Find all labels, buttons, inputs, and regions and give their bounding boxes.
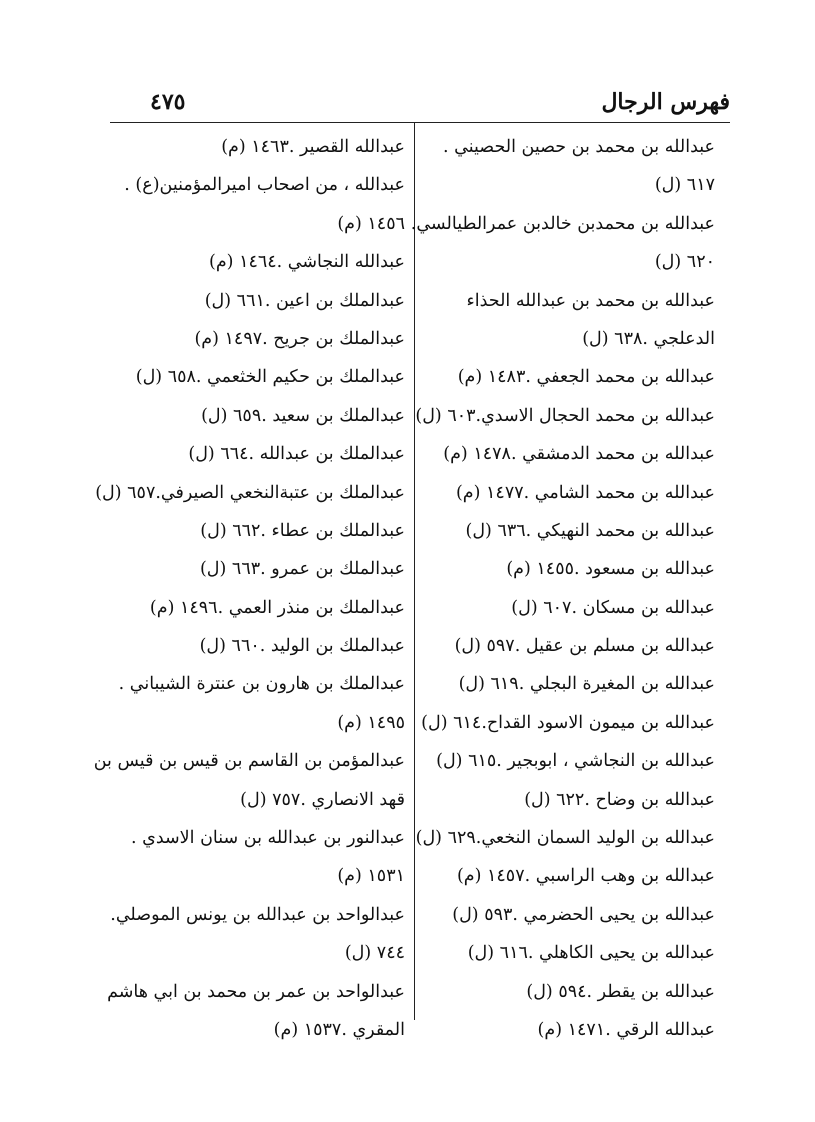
index-entry-line: ١٤٥٦ (م) bbox=[337, 213, 405, 234]
index-entry-line: الدعلجي .٦٣٨ (ل) bbox=[582, 328, 715, 349]
index-entry-line: عبدالملك بن حكيم الخثعمي .٦٥٨ (ل) bbox=[135, 367, 405, 388]
index-entry-line: عبدالله بن مسلم بن عقيل .٥٩٧ (ل) bbox=[454, 636, 715, 657]
index-entry-line: ٦١٧ (ل) bbox=[654, 175, 715, 196]
index-entry-line: ١٥٣١ (م) bbox=[337, 866, 405, 887]
index-entry-line: عبدالله بن مسعود .١٤٥٥ (م) bbox=[506, 559, 715, 580]
index-entry-line: عبدالله ، من اصحاب اميرالمؤمنين(ع) . bbox=[124, 175, 405, 196]
index-entry-line: عبدالملك بن جريح .١٤٩٧ (م) bbox=[194, 328, 405, 349]
index-entry-line: عبدالملك بن عتبةالنخعي الصيرفي.٦٥٧ (ل) bbox=[95, 482, 405, 503]
index-column-right bbox=[410, 128, 715, 1049]
index-entry-line: عبدالله بن الوليد السمان النخعي.٦٢٩ (ل) bbox=[415, 828, 715, 849]
index-entry-line: عبدالنور بن عبدالله بن سنان الاسدي . bbox=[131, 828, 405, 849]
index-entry-line: عبدالله بن محمدبن خالدبن عمرالطيالسي. bbox=[410, 213, 715, 234]
index-column-left bbox=[93, 128, 405, 1049]
index-entry-line: عبدالله بن وضاح .٦٢٢ (ل) bbox=[524, 789, 715, 810]
index-entry-line: عبدالملك بن الوليد .٦٦٠ (ل) bbox=[199, 636, 405, 657]
index-entry-line: عبدالملك بن عمرو .٦٦٣ (ل) bbox=[199, 559, 405, 580]
index-entry-line: عبدالملك بن اعين .٦٦١ (ل) bbox=[204, 290, 405, 311]
index-entry-line: عبدالله النجاشي .١٤٦٤ (م) bbox=[209, 252, 405, 273]
index-entry-line: عبدالله بن محمد الحجال الاسدي.٦٠٣ (ل) bbox=[415, 405, 715, 426]
index-entry-line: عبدالله بن المغيرة البجلي .٦١٩ (ل) bbox=[458, 674, 715, 695]
index-entry-line: عبدالله بن ميمون الاسود القداح.٦١٤ (ل) bbox=[421, 712, 715, 733]
index-entry-line: عبدالله بن النجاشي ، ابوبجير .٦١٥ (ل) bbox=[436, 751, 715, 772]
index-entry-line: ١٤٩٥ (م) bbox=[337, 712, 405, 733]
index-entry-line: عبدالله بن محمد الشامي .١٤٧٧ (م) bbox=[455, 482, 715, 503]
index-entry-line: عبدالله بن محمد الجعفي .١٤٨٣ (م) bbox=[457, 367, 715, 388]
index-entry-line: عبدالله الرقي .١٤٧١ (م) bbox=[537, 1019, 715, 1040]
index-entry-line: عبدالله بن يحيى الكاهلي .٦١٦ (ل) bbox=[467, 943, 715, 964]
index-entry-line: ٧٤٤ (ل) bbox=[344, 943, 405, 964]
index-entry-line: عبدالملك بن منذر العمي .١٤٩٦ (م) bbox=[149, 597, 405, 618]
index-entry-line: المقري .١٥٣٧ (م) bbox=[273, 1019, 405, 1040]
index-entry-line: عبدالملك بن سعيد .٦٥٩ (ل) bbox=[201, 405, 405, 426]
index-entry-line: عبدالواحد بن عمر بن محمد بن ابي هاشم bbox=[107, 981, 405, 1002]
index-entry-line: عبدالملك بن عطاء .٦٦٢ (ل) bbox=[200, 520, 405, 541]
index-entry-line: عبدالله بن مسكان .٦٠٧ (ل) bbox=[511, 597, 715, 618]
running-title: فهرس الرجال bbox=[601, 89, 730, 115]
index-entry-line: عبدالله بن يقطر .٥٩٤ (ل) bbox=[526, 981, 715, 1002]
index-entry-line: عبدالواحد بن عبدالله بن يونس الموصلي. bbox=[110, 904, 405, 925]
page-header bbox=[110, 86, 730, 118]
index-entry-line: عبدالله بن محمد النهيكي .٦٣٦ (ل) bbox=[465, 520, 715, 541]
index-entry-line: عبدالله بن محمد بن حصين الحصيني . bbox=[443, 137, 715, 157]
index-entry-line: عبدالملك بن عبدالله .٦٦٤ (ل) bbox=[188, 444, 405, 465]
index-entry-line: عبدالله بن محمد الدمشقي .١٤٧٨ (م) bbox=[443, 444, 715, 465]
index-entry-line: عبدالملك بن هارون بن عنترة الشيباني . bbox=[118, 674, 405, 695]
index-entry-line: عبدالله بن يحيى الحضرمي .٥٩٣ (ل) bbox=[452, 904, 715, 925]
index-entry-line: قهد الانصاري .٧٥٧ (ل) bbox=[240, 789, 405, 810]
index-entry-line: عبدالمؤمن بن القاسم بن قيس بن قيس بن bbox=[93, 751, 405, 772]
index-entry-line: عبدالله بن محمد بن عبدالله الحذاء bbox=[466, 290, 715, 311]
header-rule bbox=[110, 122, 730, 123]
page-number: ٤٧٥ bbox=[150, 89, 186, 115]
index-entry-line: عبدالله بن وهب الراسبي .١٤٥٧ (م) bbox=[456, 866, 715, 887]
index-entry-line: ٦٢٠ (ل) bbox=[654, 252, 715, 273]
index-entry-line: عبدالله القصير .١٤٦٣ (م) bbox=[221, 137, 405, 157]
